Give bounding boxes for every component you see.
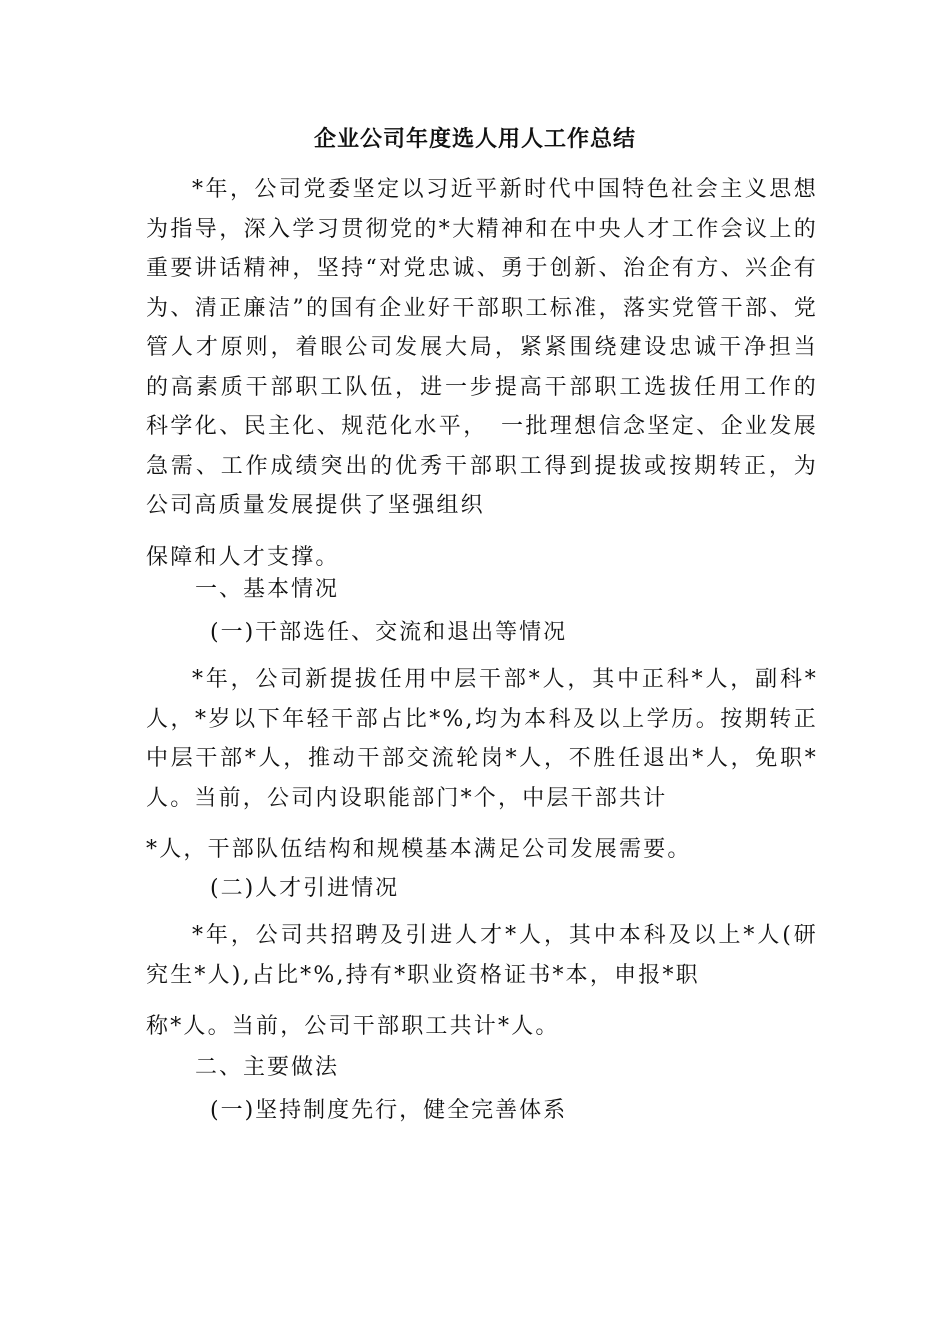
document-title: 企业公司年度选人用人工作总结: [313, 127, 636, 152]
subheading-system-first: (一)坚持制度先行，健全完善体系: [210, 1098, 568, 1123]
talent-introduction-text: *年，公司共招聘及引进人才*人，其中本科及以上*人(研究生*人),占比*%,持有*职业资格证书*本，申报*职: [146, 923, 818, 988]
intro-paragraph: [146, 170, 818, 577]
subheading-talent-introduction: (二)人才引进情况: [210, 876, 400, 901]
intro-text: *年，公司党委坚定以习近平新时代中国特色社会主义思想为指导，深入学习贯彻党的*大精神和在中央人才工作会议上的重要讲话精神，坚持“对党忠诚、勇于创新、治企有方、兴企有为、清正廉洁”的国有企业好干部职工标准，落实党管干部、党管人才原则，着眼公司发展大局，紧紧围绕建设忠诚干净担当的高素质干部职工队伍，进一步提高干部职工选拔任用工作的科学化、民主化、规范化水平， 一批理想信念坚定、企业发展急需、工作成绩突出的优秀干部职工得到提拔或按期转正，为公司高质量发展提供了坚强组织: [146, 177, 818, 518]
talent-introduction-paragraph: [146, 916, 818, 1047]
cadre-selection-text: *年，公司新提拔任用中层干部*人，其中正科*人，副科*人，*岁以下年轻干部占比*%,均为本科及以上学历。按期转正中层干部*人，推动干部交流轮岗*人，不胜任退出*人，免职*人。当前，公司内设职能部门*个，中层干部共计: [146, 667, 818, 811]
subheading-cadre-selection: (一)干部选任、交流和退出等情况: [210, 620, 568, 645]
section-heading-basic-situation: 一、基本情况: [195, 577, 340, 602]
talent-introduction-tail-text: 称*人。当前，公司干部职工共计*人。: [146, 1014, 560, 1039]
cadre-selection-paragraph: [146, 660, 818, 870]
section-heading-main-practices: 二、主要做法: [195, 1055, 340, 1080]
cadre-selection-tail-text: *人，干部队伍结构和规模基本满足公司发展需要。: [146, 837, 692, 862]
intro-tail-text: 保障和人才支撑。: [146, 544, 340, 570]
